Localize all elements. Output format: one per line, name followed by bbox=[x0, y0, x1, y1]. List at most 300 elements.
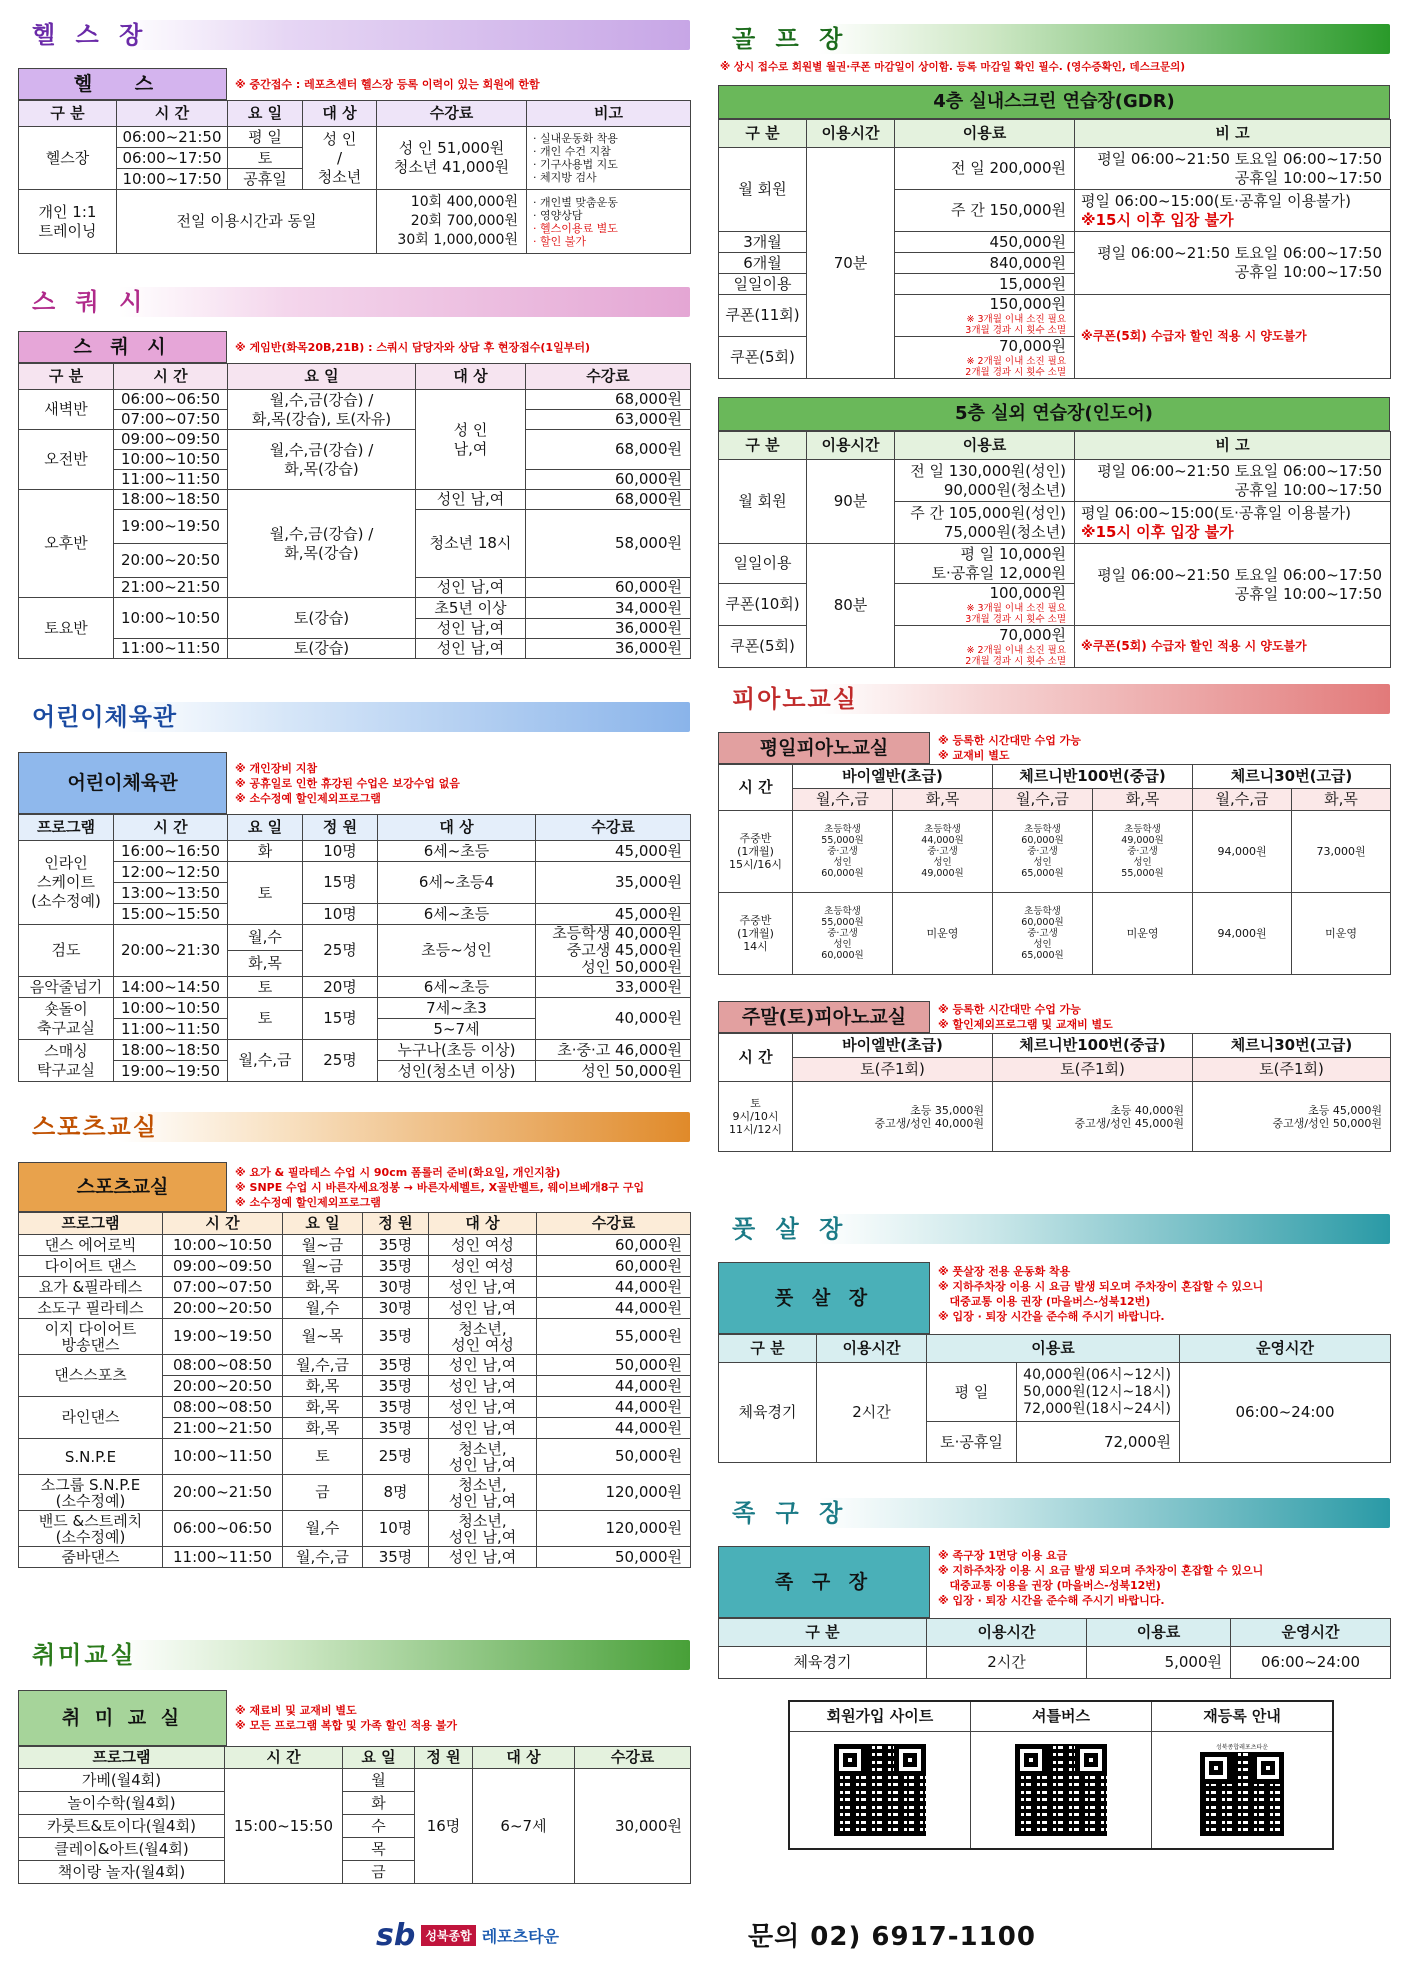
time-cell: 10:00~11:50 bbox=[163, 1439, 283, 1475]
qr-header-shuttle: 셔틀버스 bbox=[970, 1701, 1151, 1731]
target-cell: 성인 남,여 bbox=[416, 490, 526, 510]
program-cell: 책이랑 놀자(월4회) bbox=[19, 1861, 225, 1884]
time-cell: 07:00~07:50 bbox=[163, 1277, 283, 1298]
fee-cell: 73,000원 bbox=[1292, 811, 1391, 893]
jokgu-band bbox=[718, 1494, 1390, 1532]
fee-cell: 44,000원 bbox=[537, 1376, 691, 1397]
fee-cell: 초등 45,000원 중고생/성인 50,000원 bbox=[1193, 1082, 1391, 1152]
fee-cell: 94,000원 bbox=[1193, 893, 1292, 975]
fee-cell: 성 인 51,000원 청소년 41,000원 bbox=[377, 127, 527, 190]
fee-value: 70,000원 bbox=[999, 337, 1066, 355]
fee-cell: 33,000원 bbox=[536, 977, 691, 998]
weekend-label: 토·공휴일 bbox=[927, 1422, 1017, 1462]
table-row bbox=[19, 1298, 691, 1319]
time-cell: 20:00~21:30 bbox=[114, 925, 228, 977]
th-fee: 수강료 bbox=[536, 815, 691, 841]
piano-note-1: ※ 등록한 시간대만 수업 가능 bbox=[938, 734, 1081, 747]
day-header: 월,수,금 bbox=[993, 789, 1093, 811]
target-cell: 성인 남,여 bbox=[416, 578, 526, 598]
squash-band-title: 스 쿼 시 bbox=[32, 288, 149, 316]
time-cell: 06:00~06:50 bbox=[114, 390, 228, 410]
fee-cell: 44,000원 bbox=[537, 1277, 691, 1298]
th-fee: 수강료 bbox=[537, 1213, 691, 1235]
futsal-band bbox=[718, 1210, 1390, 1248]
piano-notes-2 bbox=[930, 1002, 1113, 1032]
time-cell: 18:00~18:50 bbox=[114, 1040, 228, 1061]
fee-cell: 15,000원 bbox=[895, 274, 1075, 295]
th-usage-time: 이용시간 bbox=[817, 1335, 927, 1363]
jokgu-box-title: 족 구 장 bbox=[718, 1546, 930, 1618]
health-gym-label: 헬스장 bbox=[19, 127, 117, 190]
piano-note-2: ※ 교재비 별도 bbox=[938, 749, 1010, 762]
day-cell: 화,목 bbox=[283, 1397, 363, 1418]
th-usage-fee: 이용료 bbox=[895, 120, 1075, 148]
target-cell: 누구나(초등 이상) bbox=[378, 1040, 536, 1061]
pingpong-label: 스매싱 탁구교실 bbox=[19, 1040, 114, 1082]
th-fee: 수강료 bbox=[526, 364, 691, 390]
fee-cell: 초·중·고 46,000원 bbox=[536, 1040, 691, 1061]
fee-cell: 36,000원 bbox=[526, 639, 691, 659]
capacity-cell: 35명 bbox=[363, 1355, 429, 1376]
th-day: 요 일 bbox=[283, 1213, 363, 1235]
fee-cell: 5,000원 bbox=[1087, 1647, 1231, 1679]
time-cell: 10:00~10:50 bbox=[114, 998, 228, 1019]
time-cell: 06:00~17:50 bbox=[117, 148, 228, 169]
futsal-table bbox=[718, 1334, 1391, 1463]
category-cell: 쿠폰(10회) bbox=[719, 584, 807, 626]
monthly-label: 월 회원 bbox=[719, 460, 807, 544]
squash-table bbox=[18, 363, 691, 659]
fee-cell: 성인 50,000원 bbox=[536, 1061, 691, 1082]
target-cell: 청소년, 성인 남,여 bbox=[429, 1475, 537, 1511]
piano-notes-1 bbox=[930, 733, 1081, 763]
sat-label: 토요반 bbox=[19, 598, 114, 659]
th-fee: 수강료 bbox=[377, 101, 527, 127]
fee-cell: 전 일 200,000원 bbox=[895, 148, 1075, 190]
time-cell: 08:00~08:50 bbox=[163, 1355, 283, 1376]
qr-header-signup: 회원가입 사이트 bbox=[789, 1701, 970, 1731]
target-cell: 성인 여성 bbox=[429, 1256, 537, 1277]
target-cell: 7세~초3 bbox=[378, 998, 536, 1019]
program-cell: 다이어트 댄스 bbox=[19, 1256, 163, 1277]
sports-section bbox=[18, 1108, 690, 1568]
day-cell: 월~금 bbox=[283, 1235, 363, 1256]
day-cell: 토(강습) bbox=[228, 639, 416, 659]
table-row bbox=[19, 1547, 691, 1568]
target-cell: 6세~초등4 bbox=[378, 862, 536, 904]
target-cell: 6세~초등 bbox=[378, 904, 536, 925]
fee-note: ※ 2개월 이내 소진 필요 2개월 경과 시 횟수 소멸 bbox=[965, 645, 1066, 667]
capacity-cell: 35명 bbox=[363, 1376, 429, 1397]
weekday-fee: 40,000원(06시~12시) 50,000원(12시~18시) 72,000원(18시~24시) bbox=[1023, 1366, 1171, 1417]
target-cell: 성인 남,여 bbox=[429, 1376, 537, 1397]
fee-value: 150,000원 bbox=[989, 295, 1066, 313]
target-cell: 성인 남,여 bbox=[429, 1547, 537, 1568]
footer-logo bbox=[376, 1918, 559, 1953]
fee-cell: 주 간 105,000원(성인) 75,000원(청소년) bbox=[895, 502, 1075, 544]
day-cell: 화,목 bbox=[228, 951, 303, 977]
time-cell: 주중반 (1개월) 15시/16시 bbox=[719, 811, 793, 893]
capacity-cell: 25명 bbox=[363, 1439, 429, 1475]
day-cell: 월~금 bbox=[283, 1256, 363, 1277]
time-cell: 11:00~11:50 bbox=[114, 470, 228, 490]
day-cell: 화 bbox=[228, 841, 303, 862]
fee-cell: 55,000원 bbox=[537, 1319, 691, 1355]
fee-cell: 36,000원 bbox=[526, 619, 691, 639]
category-cell: 체육경기 bbox=[719, 1647, 927, 1679]
memo-cell bbox=[1075, 502, 1391, 544]
day-header: 토(주1회) bbox=[993, 1058, 1193, 1082]
jokgu-section bbox=[718, 1494, 1390, 1679]
fee-cell: 120,000원 bbox=[537, 1511, 691, 1547]
fee-cell: 60,000원 bbox=[526, 578, 691, 598]
program-cell: S.N.P.E bbox=[19, 1439, 163, 1475]
day-header: 월,수,금 bbox=[1193, 789, 1292, 811]
target-cell: 5~7세 bbox=[378, 1019, 536, 1040]
capacity-cell: 35명 bbox=[363, 1319, 429, 1355]
program-cell: 이지 다이어트 방송댄스 bbox=[19, 1319, 163, 1355]
squash-box-title: 스 쿼 시 bbox=[18, 331, 227, 363]
day-header: 화,목 bbox=[893, 789, 993, 811]
capacity-cell: 16명 bbox=[415, 1769, 473, 1884]
music-label: 음악줄넘기 bbox=[19, 977, 114, 998]
capacity-cell: 10명 bbox=[363, 1511, 429, 1547]
logo-icon: sb bbox=[376, 1918, 416, 1953]
program-cell: 댄스 에어로빅 bbox=[19, 1235, 163, 1256]
kids-note-2: ※ 공휴일로 인한 휴강된 수업은 보강수업 없음 bbox=[235, 776, 460, 790]
qr-shuttle[interactable] bbox=[970, 1731, 1151, 1849]
table-row bbox=[19, 1439, 691, 1475]
day-cell: 월~목 bbox=[283, 1319, 363, 1355]
fee-cell bbox=[895, 337, 1075, 379]
golf-indoor-table bbox=[718, 119, 1391, 379]
program-cell: 소도구 필라테스 bbox=[19, 1298, 163, 1319]
th-program: 프로그램 bbox=[19, 815, 114, 841]
weekday-label: 평 일 bbox=[927, 1363, 1017, 1421]
hobby-note-2: ※ 모든 프로그램 복합 및 가족 할인 적용 불가 bbox=[235, 1719, 457, 1732]
th-category: 구 분 bbox=[719, 120, 807, 148]
th-usage-time: 이용시간 bbox=[807, 432, 895, 460]
golf-outdoor-table bbox=[718, 431, 1391, 668]
day-cell: 월,수,금 bbox=[283, 1547, 363, 1568]
fee-cell: 40,000원 bbox=[536, 998, 691, 1040]
fee-cell: 미운영 bbox=[1093, 893, 1193, 975]
day-cell: 토 bbox=[283, 1439, 363, 1475]
th-target: 대 상 bbox=[303, 101, 377, 127]
hobby-table bbox=[18, 1746, 691, 1884]
golf-band-title: 골 프 장 bbox=[732, 25, 849, 53]
memo-cell: 평일 06:00~21:50 토요일 06:00~17:50 공휴일 10:00~17:50 bbox=[1075, 148, 1391, 190]
day-cell: 수 bbox=[343, 1815, 415, 1838]
day-cell: 월,수,금(강습) / 화,목(강습) bbox=[228, 430, 416, 490]
time-cell: 06:00~21:50 bbox=[117, 127, 228, 148]
fee-cell: 45,000원 bbox=[536, 904, 691, 925]
fee-cell: 30,000원 bbox=[575, 1769, 691, 1884]
golf-section bbox=[718, 20, 1390, 668]
qr-renew[interactable] bbox=[1152, 1731, 1333, 1849]
qr-signup[interactable] bbox=[789, 1731, 970, 1849]
target-cell: 성 인 남,여 bbox=[416, 390, 526, 490]
futsal-box-title: 풋 살 장 bbox=[718, 1262, 930, 1334]
fee-cell: 120,000원 bbox=[537, 1475, 691, 1511]
golf-band bbox=[718, 20, 1390, 58]
day-cell: 월,수 bbox=[228, 925, 303, 951]
kids-band-title: 어린이체육관 bbox=[32, 703, 178, 731]
futsal-section bbox=[718, 1210, 1390, 1463]
time-cell: 16:00~16:50 bbox=[114, 841, 228, 862]
time-cell: 10:00~10:50 bbox=[114, 450, 228, 470]
sports-note-1: ※ 요가 & 필라테스 수업 시 90cm 폼롤러 준비(화요일, 개인지참) bbox=[235, 1165, 561, 1179]
table-row bbox=[19, 1475, 691, 1511]
pt-memo bbox=[527, 190, 691, 254]
target-cell: 초5년 이상 bbox=[416, 598, 526, 619]
memo-cell: ※쿠폰(5회) 수급자 할인 적용 시 양도불가 bbox=[1075, 626, 1391, 668]
th-time: 시 간 bbox=[163, 1213, 283, 1235]
time-cell: 2시간 bbox=[817, 1363, 927, 1463]
sports-note-3: ※ 소수정예 할인제외프로그램 bbox=[235, 1195, 381, 1209]
futsal-note-2: ※ 지하주차장 이용 시 요금 발생 되오며 주차장이 혼잡할 수 있으니 bbox=[938, 1280, 1264, 1293]
day-cell: 월,수,금 bbox=[228, 1040, 303, 1082]
golf-outdoor-title: 5층 실외 연습장(인도어) bbox=[718, 397, 1390, 431]
hobby-section bbox=[18, 1636, 690, 1884]
fee-cell: 94,000원 bbox=[1193, 811, 1292, 893]
fee-cell: 50,000원 bbox=[537, 1355, 691, 1376]
day-cell: 목 bbox=[343, 1838, 415, 1861]
qr-header-renew: 재등록 안내 bbox=[1152, 1701, 1333, 1731]
kids-section bbox=[18, 698, 690, 1082]
fee-cell: 34,000원 bbox=[526, 598, 691, 619]
th-day: 요 일 bbox=[228, 815, 303, 841]
target-cell: 6~7세 bbox=[473, 1769, 575, 1884]
time-cell: 09:00~09:50 bbox=[114, 430, 228, 450]
th-memo: 비고 bbox=[527, 101, 691, 127]
target-cell: 성인 남,여 bbox=[416, 619, 526, 639]
table-row bbox=[19, 1277, 691, 1298]
jokgu-band-title: 족 구 장 bbox=[732, 1499, 849, 1527]
fee-cell: 50,000원 bbox=[537, 1547, 691, 1568]
category-cell: 일일이용 bbox=[719, 274, 807, 295]
time-cell: 14:00~14:50 bbox=[114, 977, 228, 998]
fee-cell bbox=[895, 295, 1075, 337]
day-cell: 토 bbox=[228, 862, 303, 925]
squash-band bbox=[18, 283, 690, 321]
day-cell: 화,목 bbox=[283, 1418, 363, 1439]
fee-value: 70,000원 bbox=[999, 626, 1066, 644]
sports-table bbox=[18, 1212, 691, 1568]
day-cell: 화,목 bbox=[283, 1277, 363, 1298]
futsal-note-4: ※ 입장 · 퇴장 시간을 준수해 주시기 바랍니다. bbox=[938, 1310, 1165, 1323]
fee-cell: 초등 35,000원 중고생/성인 40,000원 bbox=[793, 1082, 993, 1152]
day-cell: 토(강습) bbox=[228, 598, 416, 639]
th-memo: 비 고 bbox=[1075, 432, 1391, 460]
qr-caption: 성북종합레포츠타운 bbox=[1215, 1743, 1269, 1751]
fee-cell: 68,000원 bbox=[526, 490, 691, 510]
th-day: 요 일 bbox=[228, 101, 303, 127]
soccer-label: 숏돌이 축구교실 bbox=[19, 998, 114, 1040]
sports-rows-2 bbox=[19, 1439, 691, 1568]
category-cell: 쿠폰(11회) bbox=[719, 295, 807, 337]
capacity-cell: 35명 bbox=[363, 1235, 429, 1256]
th-capacity: 정 원 bbox=[303, 815, 378, 841]
jokgu-table bbox=[718, 1618, 1391, 1679]
category-cell: 쿠폰(5회) bbox=[719, 337, 807, 379]
program-cell: 소그룹 S.N.P.E (소수정예) bbox=[19, 1475, 163, 1511]
table-row bbox=[19, 1256, 691, 1277]
program-cell: 카룻트&토이다(월4회) bbox=[19, 1815, 225, 1838]
category-cell: 일일이용 bbox=[719, 544, 807, 584]
memo-cell: 평일 06:00~21:50 토요일 06:00~17:50 공휴일 10:00~17:50 bbox=[1075, 232, 1391, 295]
day-header: 화,목 bbox=[1292, 789, 1391, 811]
fee-cell: 초등학생 49,000원 중·고생 성인 55,000원 bbox=[1093, 811, 1193, 893]
th-fee: 수강료 bbox=[575, 1747, 691, 1769]
capacity-cell: 35명 bbox=[363, 1418, 429, 1439]
th-czerny100: 체르니반100번(중급) bbox=[993, 1034, 1193, 1058]
th-czerny100: 체르니반100번(중급) bbox=[993, 765, 1193, 789]
memo-weekday-warning: ※15시 이후 입장 불가 bbox=[1081, 522, 1234, 541]
target-cell: 성인(청소년 이상) bbox=[378, 1061, 536, 1082]
piano-weekend-table bbox=[718, 1033, 1391, 1152]
capacity-cell: 35명 bbox=[363, 1547, 429, 1568]
time-cell: 20:00~20:50 bbox=[114, 544, 228, 578]
capacity-cell: 35명 bbox=[363, 1256, 429, 1277]
capacity-cell: 25명 bbox=[303, 1040, 378, 1082]
time-cell: 11:00~11:50 bbox=[114, 1019, 228, 1040]
piano-note-4: ※ 할인제외프로그램 및 교재비 별도 bbox=[938, 1018, 1113, 1031]
fee-cell: 초등학생 55,000원 중·고생 성인 60,000원 bbox=[793, 811, 893, 893]
sports-note-2: ※ SNPE 수업 시 바른자세요정봉 → 바른자세벨트, X골반벨트, 웨이브베개8구 구입 bbox=[235, 1180, 645, 1194]
fee-cell: 50,000원 bbox=[537, 1439, 691, 1475]
th-program: 프로그램 bbox=[19, 1213, 163, 1235]
time-cell: 15:00~15:50 bbox=[114, 904, 228, 925]
time-cell: 90분 bbox=[807, 460, 895, 544]
fee-cell: 45,000원 bbox=[536, 841, 691, 862]
time-cell: 20:00~21:50 bbox=[163, 1475, 283, 1511]
time-cell: 11:00~11:50 bbox=[163, 1547, 283, 1568]
day-cell: 토 bbox=[228, 148, 303, 169]
qr-code-icon bbox=[834, 1744, 926, 1836]
fee-cell bbox=[927, 1422, 1180, 1463]
th-time: 시 간 bbox=[719, 765, 793, 811]
time-cell: 19:00~19:50 bbox=[163, 1319, 283, 1355]
fee-cell: 전 일 130,000원(성인) 90,000원(청소년) bbox=[895, 460, 1075, 502]
target-cell: 청소년, 성인 여성 bbox=[429, 1319, 537, 1355]
qr-code-icon bbox=[1200, 1752, 1284, 1836]
th-usage-time: 이용시간 bbox=[807, 120, 895, 148]
th-beyer: 바이엘반(초급) bbox=[793, 1034, 993, 1058]
fee-cell: 평 일 10,000원 토·공휴일 12,000원 bbox=[895, 544, 1075, 584]
kendo-label: 검도 bbox=[19, 925, 114, 977]
day-cell: 월 bbox=[343, 1769, 415, 1792]
futsal-note-3: 대중교통 이용 권장 (마을버스-성북12번) bbox=[938, 1295, 1151, 1308]
kids-table bbox=[18, 814, 691, 1082]
fee-cell: 초등 40,000원 중고생/성인 45,000원 bbox=[993, 1082, 1193, 1152]
day-cell: 월,수 bbox=[283, 1298, 363, 1319]
program-cell: 클레이&아트(월4회) bbox=[19, 1838, 225, 1861]
th-target: 대 상 bbox=[429, 1213, 537, 1235]
th-usage-fee: 이용료 bbox=[895, 432, 1075, 460]
sports-band-title: 스포츠교실 bbox=[32, 1113, 158, 1141]
kids-band bbox=[18, 698, 690, 736]
jokgu-notes bbox=[930, 1546, 1263, 1618]
th-category: 구 분 bbox=[719, 1619, 927, 1647]
memo-weekday: 평일 06:00~15:00(토·공휴일 이용불가) bbox=[1081, 191, 1351, 210]
fee-cell: 44,000원 bbox=[537, 1397, 691, 1418]
th-time: 시 간 bbox=[225, 1747, 343, 1769]
pt-time: 전일 이용시간과 동일 bbox=[117, 190, 377, 254]
fee-cell: 35,000원 bbox=[536, 862, 691, 904]
table-row bbox=[19, 1235, 691, 1256]
day-cell: 금 bbox=[283, 1475, 363, 1511]
memo-cell bbox=[1075, 190, 1391, 232]
day-header: 토(주1회) bbox=[793, 1058, 993, 1082]
time-cell: 19:00~19:50 bbox=[114, 510, 228, 544]
th-open-hours: 운영시간 bbox=[1231, 1619, 1391, 1647]
kids-note-3: ※ 소수정예 할인제외프로그램 bbox=[235, 791, 381, 805]
jokgu-note-2: ※ 지하주차장 이용 시 요금 발생 되오며 주차장이 혼잡할 수 있으니 bbox=[938, 1564, 1264, 1577]
th-open-hours: 운영시간 bbox=[1180, 1335, 1391, 1363]
th-memo: 비 고 bbox=[1075, 120, 1391, 148]
program-cell: 요가 &필라테스 bbox=[19, 1277, 163, 1298]
jokgu-note-4: ※ 입장 · 퇴장 시간을 준수해 주시기 바랍니다. bbox=[938, 1594, 1165, 1607]
category-cell: 6개월 bbox=[719, 253, 807, 274]
fee-note: ※ 3개월 이내 소진 필요 3개월 경과 시 횟수 소멸 bbox=[965, 603, 1066, 625]
fee-cell: 초등학생 40,000원 중고생 45,000원 성인 50,000원 bbox=[536, 925, 691, 977]
health-box-title: 헬 스 bbox=[18, 68, 227, 100]
jokgu-note-3: 대중교통 이용을 권장 (마을버스-성북12번) bbox=[938, 1579, 1161, 1592]
sports-box-title: 스포츠교실 bbox=[18, 1162, 227, 1212]
am-label: 오전반 bbox=[19, 430, 114, 490]
capacity-cell: 20명 bbox=[303, 977, 378, 998]
memo-weekday: 평일 06:00~15:00(토·공휴일 이용불가) bbox=[1081, 503, 1351, 522]
monthly-label: 월 회원 bbox=[719, 148, 807, 232]
weekend-fee: 72,000원 bbox=[1104, 1432, 1171, 1451]
fee-cell: 초등학생 55,000원 중·고생 성인 60,000원 bbox=[793, 893, 893, 975]
category-cell: 쿠폰(5회) bbox=[719, 626, 807, 668]
squash-section bbox=[18, 283, 690, 659]
fee-cell: 미운영 bbox=[893, 893, 993, 975]
fee-cell bbox=[895, 626, 1075, 668]
logo-brand-2: 레포츠타운 bbox=[481, 1927, 559, 1946]
hobby-band-title: 취미교실 bbox=[32, 1641, 137, 1669]
capacity-cell: 8명 bbox=[363, 1475, 429, 1511]
time-cell: 주중반 (1개월) 14시 bbox=[719, 893, 793, 975]
piano-section bbox=[718, 680, 1390, 1152]
fee-note: ※ 3개월 이내 소진 필요 3개월 경과 시 횟수 소멸 bbox=[965, 314, 1066, 336]
target-cell: 성인 남,여 bbox=[416, 639, 526, 659]
th-time: 시 간 bbox=[117, 101, 228, 127]
day-header: 화,목 bbox=[1093, 789, 1193, 811]
kids-notes bbox=[227, 761, 460, 806]
time-cell: 11:00~11:50 bbox=[114, 639, 228, 659]
th-target: 대 상 bbox=[378, 815, 536, 841]
piano-weekend-title: 주말(토)피아노교실 bbox=[718, 1001, 930, 1033]
capacity-cell: 35명 bbox=[363, 1397, 429, 1418]
table-row bbox=[19, 1511, 691, 1547]
th-beyer: 바이엘반(초급) bbox=[793, 765, 993, 789]
th-category: 구 분 bbox=[719, 1335, 817, 1363]
th-time: 시 간 bbox=[114, 364, 228, 390]
fee-value: 100,000원 bbox=[989, 584, 1066, 602]
th-usage-fee: 이용료 bbox=[1087, 1619, 1231, 1647]
memo-cell: ※쿠폰(5회) 수급자 할인 적용 시 양도불가 bbox=[1075, 295, 1391, 379]
th-time: 시 간 bbox=[114, 815, 228, 841]
target-cell: 6세~초등 bbox=[378, 841, 536, 862]
program-cell: 밴드 &스트레치 (소수정예) bbox=[19, 1511, 163, 1547]
target-cell: 초등~성인 bbox=[378, 925, 536, 977]
program-cell: 줌바댄스 bbox=[19, 1547, 163, 1568]
kids-box-title: 어린이체육관 bbox=[18, 752, 227, 814]
kids-note-1: ※ 개인장비 지참 bbox=[235, 761, 318, 775]
